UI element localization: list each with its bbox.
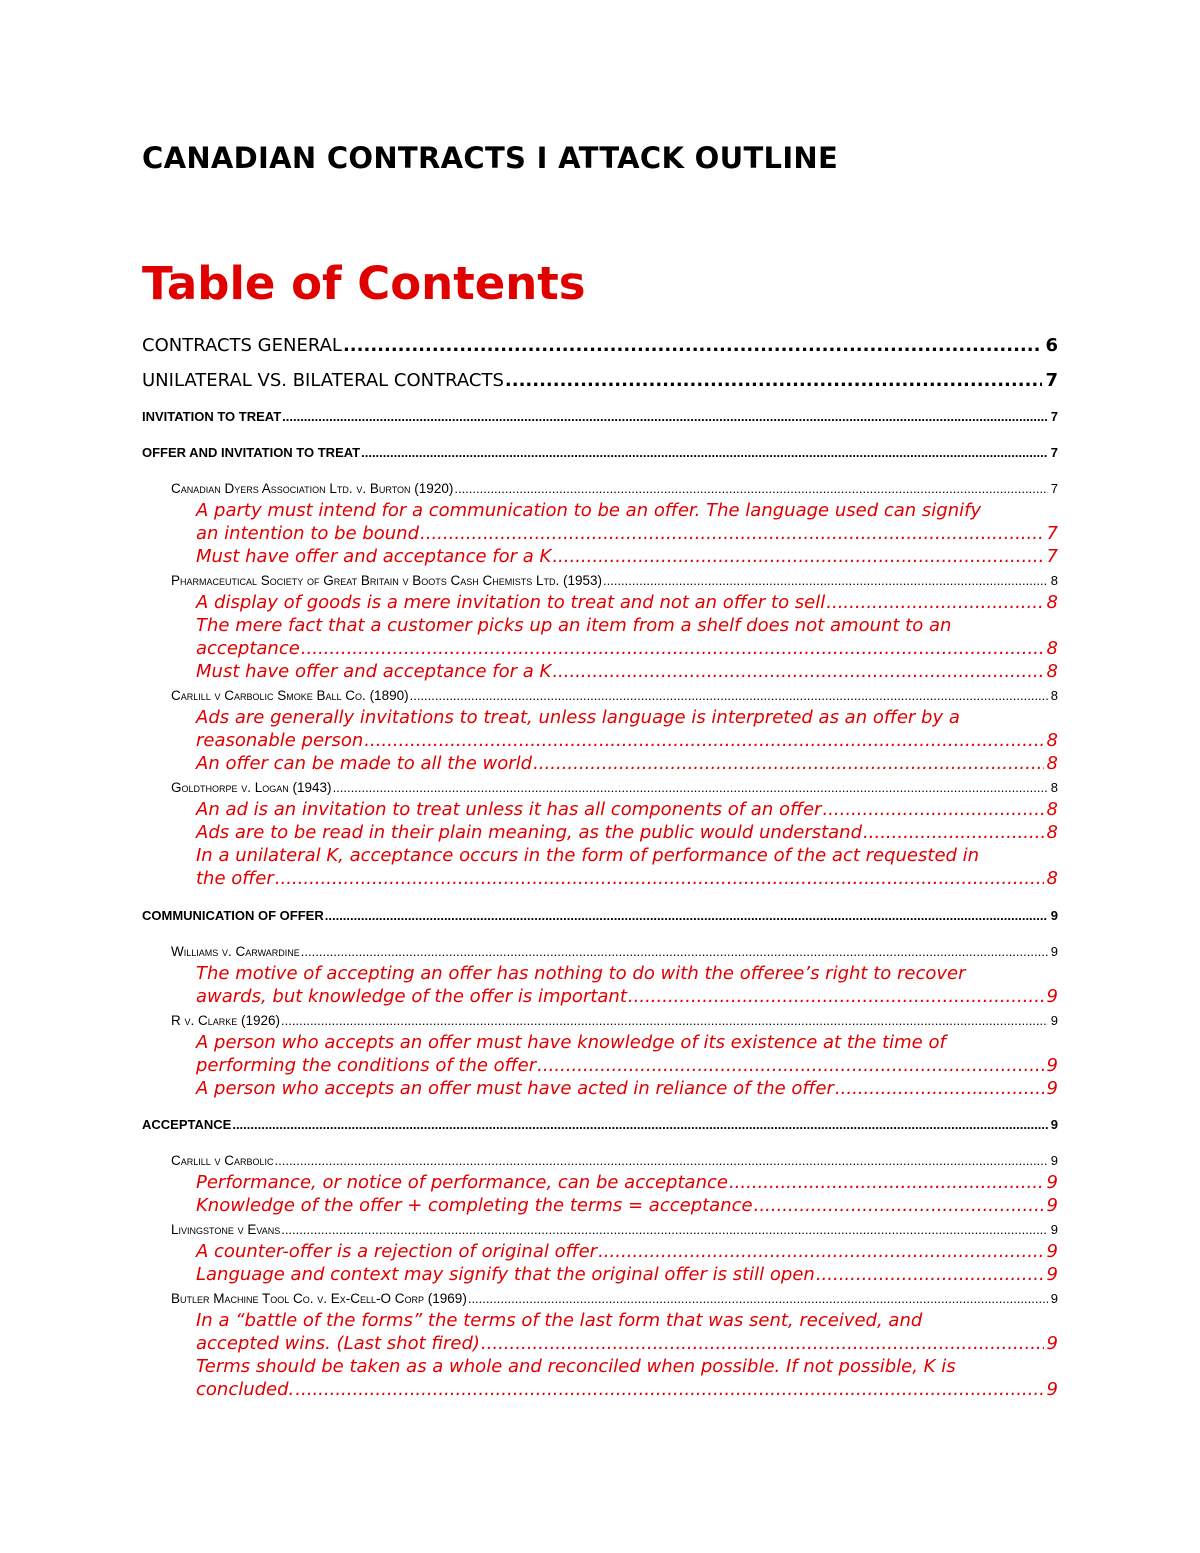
- toc-page-number: 9: [1046, 1333, 1058, 1354]
- toc-entry-title: the offer: [196, 868, 274, 889]
- dot-leader: [628, 985, 1044, 1008]
- toc-page-number: 9: [1050, 1117, 1058, 1132]
- toc-page-number: 7: [1046, 523, 1058, 544]
- toc-page-number: 7: [1050, 481, 1058, 496]
- dot-leader: [232, 1113, 1047, 1136]
- toc-entry-title: Goldthorpe v. Logan (1943): [171, 780, 332, 795]
- toc-entry-title: ACCEPTANCE: [142, 1117, 232, 1132]
- toc-entry-level-4[interactable]: [196, 545, 1058, 568]
- toc-entry-title: Canadian Dyers Association Ltd. v. Burton (1920): [171, 481, 454, 496]
- toc-page-number: 8: [1046, 638, 1058, 659]
- dot-leader: [281, 1009, 1048, 1032]
- toc-page-number: 9: [1050, 1013, 1058, 1028]
- toc-entry-level-4[interactable]: [196, 798, 1058, 821]
- toc-entry-level-3[interactable]: [171, 1149, 1058, 1172]
- toc-entry-title: Carlill v Carbolic: [171, 1153, 274, 1168]
- toc-page-number: 7: [1045, 370, 1058, 391]
- toc-entry-text-line: Ads are generally invitations to treat, unless language is interpreted as an offer by a: [196, 707, 960, 728]
- toc-page-number: 8: [1046, 822, 1058, 843]
- toc-entry-level-4[interactable]: [196, 499, 1058, 545]
- toc-entry-title: R v. Clarke (1926): [171, 1013, 281, 1028]
- toc-entry-level-4[interactable]: [196, 821, 1058, 844]
- toc-entry-title: Ads are to be read in their plain meaning, as the public would understand: [196, 822, 863, 843]
- dot-leader: [468, 1287, 1048, 1310]
- toc-entry-title: A person who accepts an offer must have acted in reliance of the offer: [196, 1078, 834, 1099]
- toc-entry-level-3[interactable]: [171, 569, 1058, 592]
- toc-entry-title: acceptance: [196, 638, 300, 659]
- toc-entry-level-1[interactable]: [142, 369, 1058, 392]
- toc-entry-title: COMMUNICATION OF OFFER: [142, 908, 324, 923]
- toc-page-number: 9: [1046, 1264, 1058, 1285]
- dot-leader: [533, 752, 1043, 775]
- toc-entry-title: Knowledge of the offer + completing the terms = acceptance: [196, 1195, 753, 1216]
- toc-entry-title: awards, but knowledge of the offer is important: [196, 986, 627, 1007]
- toc-entry-text-line: A person who accepts an offer must have knowledge of its existence at the time of: [196, 1032, 946, 1053]
- dot-leader: [364, 729, 1043, 752]
- toc-page-number: 8: [1050, 688, 1058, 703]
- dot-leader: [863, 821, 1044, 844]
- dot-leader: [835, 1077, 1044, 1100]
- toc-page-number: 8: [1046, 753, 1058, 774]
- dot-leader: [454, 477, 1047, 500]
- dot-leader: [301, 637, 1044, 660]
- toc-entry-level-4[interactable]: [196, 614, 1058, 660]
- toc-entry-level-4[interactable]: [196, 1309, 1058, 1355]
- toc-entry-title: performing the conditions of the offer: [196, 1055, 537, 1076]
- toc-page-number: 8: [1046, 592, 1058, 613]
- toc-page-number: 8: [1050, 573, 1058, 588]
- dot-leader: [816, 1263, 1044, 1286]
- dot-leader: [552, 660, 1043, 683]
- toc-entry-title: accepted wins. (Last shot fired): [196, 1333, 480, 1354]
- toc-entry-level-4[interactable]: [196, 1077, 1058, 1100]
- toc-entry-title: Performance, or notice of performance, can be acceptance: [196, 1172, 728, 1193]
- dot-leader: [826, 591, 1043, 614]
- toc-entry-text-line: In a unilateral K, acceptance occurs in the form of performance of the act requested in: [196, 845, 980, 866]
- dot-leader: [410, 684, 1048, 707]
- toc-entry-title: concluded.: [196, 1379, 295, 1400]
- toc-entry-level-2[interactable]: [142, 904, 1058, 927]
- toc-entry-level-3[interactable]: [171, 1287, 1058, 1310]
- toc-entry-level-2[interactable]: [142, 405, 1058, 428]
- toc-entry-text-line: The motive of accepting an offer has nothing to do with the offeree’s right to recover: [196, 963, 966, 984]
- toc-page-number: 9: [1050, 1222, 1058, 1237]
- toc-page-number: 9: [1046, 1241, 1058, 1262]
- dot-leader: [420, 522, 1044, 545]
- toc-entry-level-4[interactable]: [196, 962, 1058, 1008]
- dot-leader: [822, 798, 1043, 821]
- toc-entry-title: Butler Machine Tool Co. v. Ex-Cell-O Corp (1969): [171, 1291, 467, 1306]
- toc-entry-title: Carlill v Carbolic Smoke Ball Co. (1890): [171, 688, 409, 703]
- toc-page-number: 9: [1050, 1153, 1058, 1168]
- toc-entry-title: An ad is an invitation to treat unless it has all components of an offer: [196, 799, 822, 820]
- toc-page-number: 7: [1046, 546, 1058, 567]
- toc-entry-title: Language and context may signify that the original offer is still open: [196, 1264, 815, 1285]
- toc-entry-level-4[interactable]: [196, 1355, 1058, 1401]
- toc-page-number: 7: [1050, 445, 1058, 460]
- dot-leader: [275, 867, 1044, 890]
- dot-leader: [552, 545, 1043, 568]
- dot-leader: [505, 369, 1043, 392]
- toc-entry-level-4[interactable]: [196, 706, 1058, 752]
- toc-entry-title: INVITATION TO TREAT: [142, 409, 282, 424]
- toc-entry-title: A display of goods is a mere invitation to treat and not an offer to sell: [196, 592, 826, 613]
- toc-page-number: 9: [1050, 1291, 1058, 1306]
- toc-page-number: 8: [1050, 780, 1058, 795]
- dot-leader: [275, 1149, 1048, 1172]
- toc-entry-text-line: The mere fact that a customer picks up an item from a shelf does not amount to an: [196, 615, 952, 636]
- toc-entry-title: OFFER AND INVITATION TO TREAT: [142, 445, 361, 460]
- dot-leader: [729, 1171, 1044, 1194]
- toc-entry-title: A counter-offer is a rejection of original offer: [196, 1241, 598, 1262]
- toc-entry-level-3[interactable]: [171, 684, 1058, 707]
- dot-leader: [361, 441, 1048, 464]
- dot-leader: [301, 940, 1048, 963]
- toc-heading: Table of Contents: [142, 257, 586, 310]
- toc-page-number: 9: [1046, 1195, 1058, 1216]
- toc-entry-text-line: Terms should be taken as a whole and reconciled when possible. If not possible, K is: [196, 1356, 956, 1377]
- toc-page-number: 6: [1045, 335, 1058, 356]
- toc-page-number: 8: [1046, 661, 1058, 682]
- toc-entry-title: Must have offer and acceptance for a K: [196, 661, 552, 682]
- toc-entry-level-4[interactable]: [196, 752, 1058, 775]
- toc-page-number: 9: [1046, 1379, 1058, 1400]
- toc-entry-title: Must have offer and acceptance for a K: [196, 546, 552, 567]
- toc-entry-title: CONTRACTS GENERAL: [142, 335, 342, 356]
- toc-page-number: 7: [1050, 409, 1058, 424]
- toc-entry-level-4[interactable]: [196, 844, 1058, 890]
- toc-entry-title: reasonable person: [196, 730, 364, 751]
- toc-page-number: 9: [1046, 1055, 1058, 1076]
- dot-leader: [481, 1332, 1044, 1355]
- toc-entry-level-3[interactable]: [171, 477, 1058, 500]
- toc-entry-level-4[interactable]: [196, 1263, 1058, 1286]
- toc-page-number: 9: [1046, 1172, 1058, 1193]
- dot-leader: [754, 1194, 1044, 1217]
- toc-entry-text-line: A party must intend for a communication to be an offer. The language used can signify: [196, 500, 982, 521]
- toc-entry-title: Livingstone v Evans: [171, 1222, 281, 1237]
- dot-leader: [333, 776, 1048, 799]
- toc-page-number: 9: [1046, 1078, 1058, 1099]
- dot-leader: [603, 569, 1048, 592]
- toc-entry-level-4[interactable]: [196, 660, 1058, 683]
- document-title: CANADIAN CONTRACTS I ATTACK OUTLINE: [142, 141, 839, 175]
- toc-entry-level-3[interactable]: [171, 1009, 1058, 1032]
- toc-entry-title: an intention to be bound: [196, 523, 420, 544]
- toc-entry-level-3[interactable]: [171, 940, 1058, 963]
- dot-leader: [598, 1240, 1043, 1263]
- toc-entry-title: An offer can be made to all the world: [196, 753, 533, 774]
- dot-leader: [537, 1054, 1043, 1077]
- toc-page-number: 8: [1046, 868, 1058, 889]
- toc-entry-text-line: In a “battle of the forms” the terms of the last form that was sent, received, and: [196, 1310, 923, 1331]
- toc-page-number: 8: [1046, 799, 1058, 820]
- toc-entry-title: Pharmaceutical Society of Great Britain v Boots Cash Chemists Ltd. (1953): [171, 573, 602, 588]
- toc-entry-level-3[interactable]: [171, 776, 1058, 799]
- toc-entry-level-4[interactable]: [196, 1171, 1058, 1194]
- toc-entry-title: UNILATERAL VS. BILATERAL CONTRACTS: [142, 370, 504, 391]
- toc-entry-level-4[interactable]: [196, 1240, 1058, 1263]
- toc-entry-title: Williams v. Carwardine: [171, 944, 300, 959]
- toc-entry-level-4[interactable]: [196, 1194, 1058, 1217]
- toc-page-number: 9: [1050, 908, 1058, 923]
- dot-leader: [325, 904, 1048, 927]
- dot-leader: [282, 405, 1048, 428]
- toc-page-number: 8: [1046, 730, 1058, 751]
- toc-entry-level-3[interactable]: [171, 1218, 1058, 1241]
- toc-page-number: 9: [1046, 986, 1058, 1007]
- toc-entry-level-2[interactable]: [142, 441, 1058, 464]
- toc-entry-level-2[interactable]: [142, 1113, 1058, 1136]
- dot-leader: [281, 1218, 1048, 1241]
- dot-leader: [295, 1378, 1043, 1401]
- toc-entry-level-4[interactable]: [196, 591, 1058, 614]
- dot-leader: [343, 334, 1043, 357]
- toc-entry-level-1[interactable]: [142, 334, 1058, 357]
- toc-page-number: 9: [1050, 944, 1058, 959]
- toc-entry-level-4[interactable]: [196, 1031, 1058, 1077]
